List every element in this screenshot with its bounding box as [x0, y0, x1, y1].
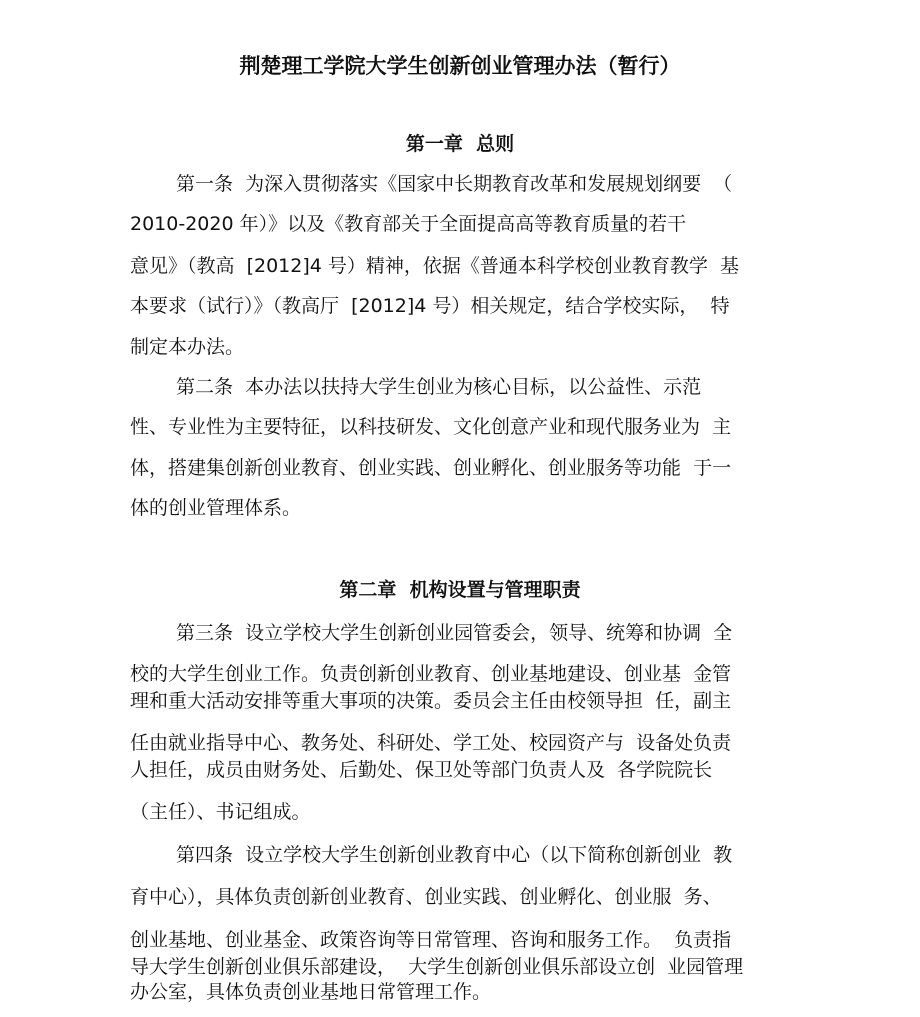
chapter-1-line-8: 体，搭建集创新创业教育、创业实践、创业孵化、创业服务等功能 于一	[130, 457, 732, 479]
chapter-2-heading: 第二章 机构设置与管理职责	[339, 579, 581, 601]
chapter-1-line-2: 2010-2020 年）》以及《教育部关于全面提高高等教育质量的若干	[130, 213, 687, 235]
chapter-1-heading: 第一章 总则	[405, 133, 515, 155]
chapter-2-line-4: 任由就业指导中心、教务处、科研处、学工处、校园资产与 设备处负责	[130, 732, 732, 754]
chapter-1-line-9: 体的创业管理体系。	[130, 497, 302, 519]
chapter-2-line-10: 导大学生创新创业俱乐部建设， 大学生创新创业俱乐部设立创 业园管理	[130, 956, 744, 978]
chapter-2-line-2: 校的大学生创业工作。负责创新创业教育、创业基地建设、创业基 金管	[130, 663, 732, 685]
chapter-1-line-3: 意见》（教高 [2012]4 号）精神，依据《普通本科学校创业教育教学 基	[130, 255, 739, 277]
chapter-2-line-5: 人担任，成员由财务处、后勤处、保卫处等部门负责人及 各学院院长	[130, 759, 713, 781]
chapter-2-line-8: 育中心），具体负责创新创业教育、创业实践、创业孵化、创业服 务、	[130, 886, 722, 908]
chapter-1-line-7: 性、专业性为主要特征，以科技研发、文化创意产业和现代服务业为 主	[130, 416, 732, 438]
chapter-1-line-5: 制定本办法。	[130, 336, 245, 358]
document-title: 荆楚理工学院大学生创新创业管理办法（暂行）	[239, 54, 681, 78]
chapter-2-line-9: 创业基地、创业基金、政策咨询等日常管理、咨询和服务工作。 负责指	[130, 929, 732, 951]
chapter-1-line-6: 第二条 本办法以扶持大学生创业为核心目标，以公益性、示范	[176, 376, 702, 398]
chapter-2-line-1: 第三条 设立学校大学生创新创业园管委会，领导、统筹和协调 全	[176, 622, 733, 644]
chapter-1-line-4: 本要求（试行）》（教高厅 [2012]4 号）相关规定，结合学校实际， 特	[130, 295, 730, 317]
chapter-1-line-1: 第一条 为深入贯彻落实《国家中长期教育改革和发展规划纲要 （	[176, 173, 733, 195]
chapter-2-line-3: 理和重大活动安排等重大事项的决策。委员会主任由校领导担 任，副主	[130, 690, 732, 712]
chapter-2-line-6: （主任）、书记组成。	[130, 801, 311, 823]
chapter-2-line-7: 第四条 设立学校大学生创新创业教育中心（以下简称创新创业 教	[176, 844, 733, 866]
chapter-2-line-11: 办公室，具体负责创业基地日常管理工作。	[130, 981, 492, 1003]
